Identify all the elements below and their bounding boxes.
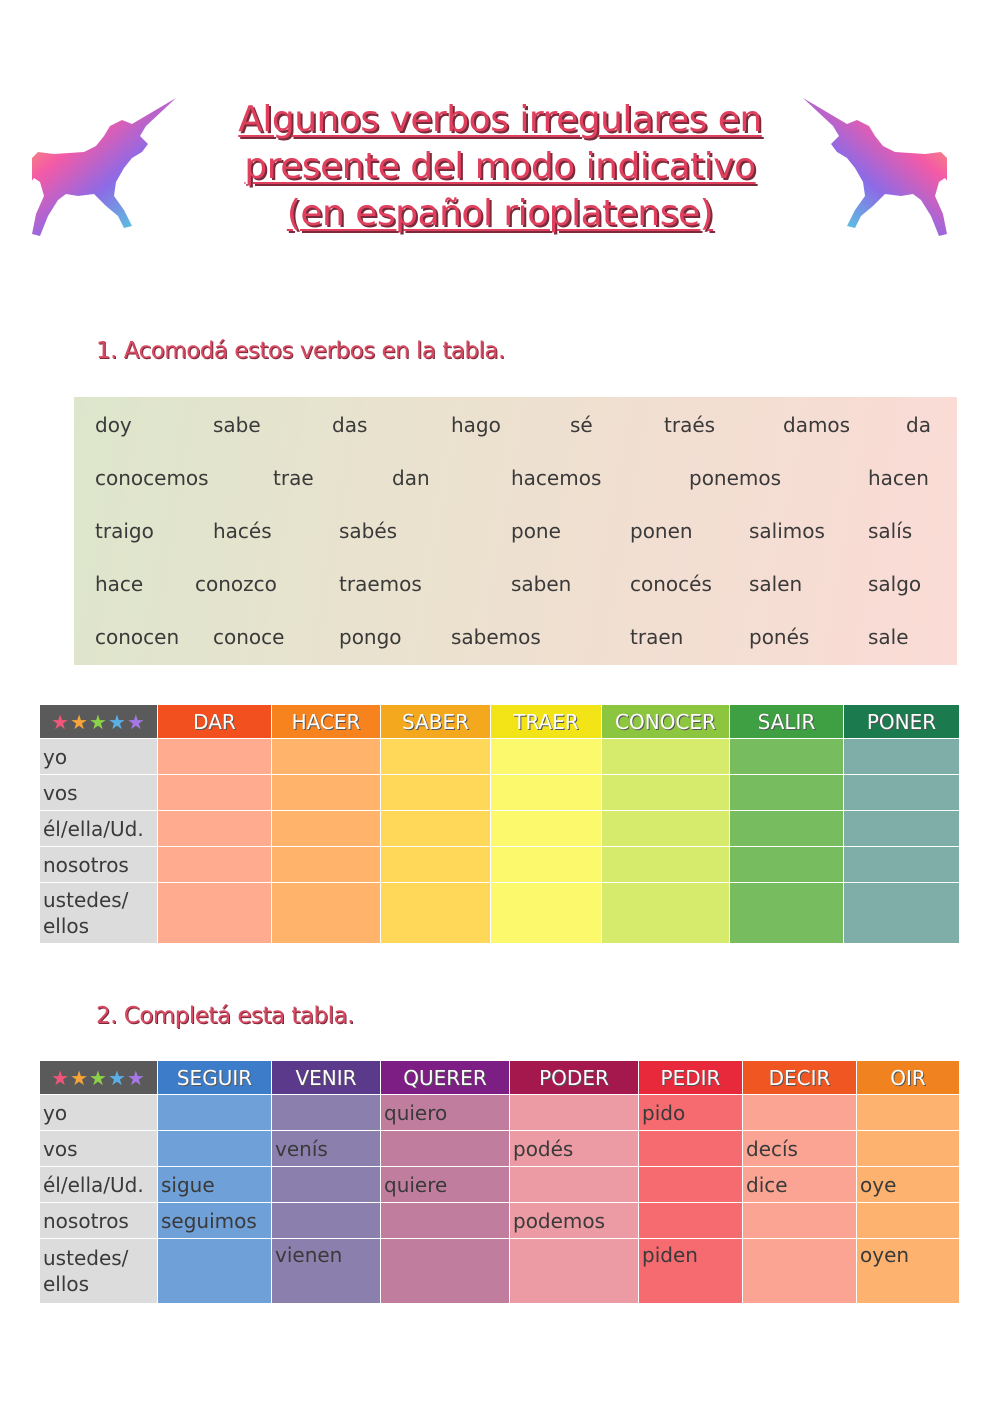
star-icon: ★ [107, 1065, 127, 1090]
word-bank-item[interactable]: sabemos [451, 625, 541, 649]
table-row [40, 811, 960, 847]
pronoun-cell: nosotros [40, 847, 158, 883]
answer-cell[interactable] [602, 739, 730, 775]
answer-cell[interactable] [381, 1203, 510, 1239]
word-bank-item[interactable]: traigo [95, 519, 154, 543]
word-bank-item[interactable]: salís [868, 519, 913, 543]
answer-cell[interactable] [730, 847, 844, 883]
column-header-salir: SALIR [730, 705, 844, 739]
answer-cell[interactable] [844, 811, 960, 847]
pronoun-cell: yo [40, 1095, 158, 1131]
word-bank-item[interactable]: hacemos [511, 466, 602, 490]
word-bank-item[interactable]: damos [783, 413, 851, 437]
answer-cell[interactable] [381, 883, 491, 944]
word-bank-item[interactable]: salimos [749, 519, 825, 543]
answer-cell[interactable] [158, 1095, 272, 1131]
column-header-decir: DECIR [743, 1061, 857, 1095]
answer-cell[interactable]: podés [510, 1131, 639, 1167]
star-icon: ★ [126, 1065, 146, 1090]
title-line-1: Algunos verbos irregulares en [238, 99, 762, 140]
answer-cell[interactable] [639, 1203, 743, 1239]
word-bank-item[interactable]: salen [749, 572, 803, 596]
word-bank-item[interactable]: doy [95, 413, 132, 437]
answer-cell[interactable]: oyen [857, 1239, 960, 1304]
column-header-pedir: PEDIR [639, 1061, 743, 1095]
answer-cell[interactable] [491, 775, 602, 811]
answer-cell[interactable] [158, 775, 272, 811]
star-icon: ★ [51, 709, 71, 734]
answer-cell[interactable]: piden [639, 1239, 743, 1304]
answer-cell[interactable] [602, 847, 730, 883]
column-header-querer: QUERER [381, 1061, 510, 1095]
answer-cell[interactable] [158, 1239, 272, 1304]
column-header-saber: SABER [381, 705, 491, 739]
answer-cell[interactable] [272, 739, 381, 775]
answer-cell[interactable] [730, 883, 844, 944]
answer-cell[interactable]: venís [272, 1131, 381, 1167]
column-header-venir: VENIR [272, 1061, 381, 1095]
answer-cell[interactable] [844, 883, 960, 944]
word-bank-item[interactable]: sabés [339, 519, 398, 543]
title-line-3: (en español rioplatense) [286, 193, 714, 234]
word-bank-item[interactable]: conocen [95, 625, 180, 649]
answer-cell[interactable] [381, 811, 491, 847]
answer-cell[interactable] [510, 1167, 639, 1203]
pronoun-cell: vos [40, 775, 158, 811]
table-row [40, 1167, 960, 1203]
star-icon: ★ [126, 709, 146, 734]
word-bank-item[interactable]: conocés [630, 572, 712, 596]
answer-cell[interactable]: vienen [272, 1239, 381, 1304]
pronoun-cell: él/ella/Ud. [40, 811, 158, 847]
answer-cell[interactable] [639, 1167, 743, 1203]
answer-cell[interactable] [272, 1095, 381, 1131]
answer-cell[interactable] [491, 811, 602, 847]
word-bank-item[interactable]: hace [95, 572, 144, 596]
word-bank-item[interactable]: traés [664, 413, 716, 437]
answer-cell[interactable] [381, 847, 491, 883]
answer-cell[interactable] [743, 1203, 857, 1239]
word-bank-item[interactable]: salgo [868, 572, 922, 596]
table-row [40, 739, 960, 775]
unicorn-icon [32, 96, 177, 241]
answer-cell[interactable] [730, 775, 844, 811]
answer-cell[interactable] [272, 775, 381, 811]
answer-cell[interactable]: pido [639, 1095, 743, 1131]
word-bank-item[interactable]: pone [511, 519, 561, 543]
answer-cell[interactable] [381, 1239, 510, 1304]
stars-header [40, 1061, 158, 1095]
answer-cell[interactable] [844, 775, 960, 811]
column-header-dar: DAR [158, 705, 272, 739]
answer-cell[interactable] [272, 1167, 381, 1203]
word-bank-item[interactable]: trae [273, 466, 314, 490]
answer-cell[interactable] [743, 1095, 857, 1131]
word-bank-item[interactable]: ponés [749, 625, 810, 649]
star-icon: ★ [51, 1065, 71, 1090]
answer-cell[interactable] [844, 739, 960, 775]
word-bank-item[interactable]: da [906, 413, 931, 437]
answer-cell[interactable] [381, 739, 491, 775]
table-row [40, 883, 960, 944]
answer-cell[interactable] [272, 883, 381, 944]
table-row [40, 1131, 960, 1167]
column-header-hacer: HACER [272, 705, 381, 739]
answer-cell[interactable] [272, 847, 381, 883]
star-icon: ★ [89, 709, 108, 734]
word-bank-item[interactable]: saben [511, 572, 572, 596]
answer-cell[interactable] [857, 1131, 960, 1167]
word-bank [74, 397, 957, 665]
word-bank-item[interactable]: pongo [339, 625, 402, 649]
pronoun-cell: vos [40, 1131, 158, 1167]
answer-cell[interactable] [158, 811, 272, 847]
answer-cell[interactable] [491, 883, 602, 944]
table-row [40, 775, 960, 811]
section-2-heading: 2. Completá esta tabla. [96, 1003, 354, 1029]
table-row [40, 1239, 960, 1304]
answer-cell[interactable] [510, 1239, 639, 1304]
answer-cell[interactable] [158, 883, 272, 944]
answer-cell[interactable] [491, 847, 602, 883]
star-icon: ★ [70, 709, 90, 734]
word-bank-item[interactable]: ponemos [689, 466, 782, 490]
word-bank-item[interactable]: sale [868, 625, 909, 649]
column-header-conocer: CONOCER [602, 705, 730, 739]
conjugation-table-2 [39, 1060, 960, 1304]
answer-cell[interactable]: sigue [158, 1167, 272, 1203]
word-bank-item[interactable]: ponen [630, 519, 693, 543]
answer-cell[interactable]: seguimos [158, 1203, 272, 1239]
answer-cell[interactable] [381, 775, 491, 811]
column-header-poner: PONER [844, 705, 960, 739]
answer-cell[interactable]: podemos [510, 1203, 639, 1239]
answer-cell[interactable] [857, 1203, 960, 1239]
answer-cell[interactable] [510, 1095, 639, 1131]
answer-cell[interactable] [857, 1095, 960, 1131]
pronoun-cell: yo [40, 739, 158, 775]
answer-cell[interactable]: oye [857, 1167, 960, 1203]
word-bank-item[interactable]: dan [392, 466, 430, 490]
word-bank-item[interactable]: conozco [195, 572, 277, 596]
column-header-traer: TRAER [491, 705, 602, 739]
column-header-oir: OIR [857, 1061, 960, 1095]
table-row [40, 847, 960, 883]
answer-cell[interactable] [602, 883, 730, 944]
answer-cell[interactable] [639, 1131, 743, 1167]
page-title [200, 96, 800, 237]
word-bank-item[interactable]: conocemos [95, 466, 209, 490]
title-line-2: presente del modo indicativo [244, 146, 756, 187]
answer-cell[interactable]: decís [743, 1131, 857, 1167]
pronoun-cell: nosotros [40, 1203, 158, 1239]
star-icon: ★ [107, 709, 127, 734]
section-1-heading: 1. Acomodá estos verbos en la tabla. [96, 338, 505, 364]
pronoun-cell: ustedes/ ellos [40, 1239, 158, 1304]
word-bank-item[interactable]: sé [570, 413, 593, 437]
star-icon: ★ [70, 1065, 90, 1090]
star-icon: ★ [89, 1065, 108, 1090]
answer-cell[interactable] [730, 811, 844, 847]
conjugation-table-1 [39, 704, 960, 944]
answer-cell[interactable] [272, 1203, 381, 1239]
column-header-seguir: SEGUIR [158, 1061, 272, 1095]
answer-cell[interactable] [381, 1131, 510, 1167]
answer-cell[interactable] [158, 847, 272, 883]
word-bank-item[interactable]: hacés [213, 519, 272, 543]
pronoun-cell: él/ella/Ud. [40, 1167, 158, 1203]
answer-cell[interactable]: dice [743, 1167, 857, 1203]
answer-cell[interactable]: quiere [381, 1167, 510, 1203]
word-bank-item[interactable]: conoce [213, 625, 285, 649]
table-row [40, 1203, 960, 1239]
word-bank-item[interactable]: traen [630, 625, 684, 649]
column-header-poder: PODER [510, 1061, 639, 1095]
word-bank-item[interactable]: traemos [339, 572, 422, 596]
answer-cell[interactable] [844, 847, 960, 883]
answer-cell[interactable]: quiero [381, 1095, 510, 1131]
answer-cell[interactable] [158, 1131, 272, 1167]
word-bank-item[interactable]: hago [451, 413, 501, 437]
answer-cell[interactable] [602, 811, 730, 847]
answer-cell[interactable] [743, 1239, 857, 1304]
answer-cell[interactable] [158, 739, 272, 775]
word-bank-item[interactable]: das [332, 413, 368, 437]
unicorn-icon [802, 96, 947, 241]
stars-header [40, 705, 158, 739]
answer-cell[interactable] [491, 739, 602, 775]
pronoun-cell: ustedes/ ellos [40, 883, 158, 944]
word-bank-item[interactable]: sabe [213, 413, 261, 437]
answer-cell[interactable] [602, 775, 730, 811]
table-row [40, 1095, 960, 1131]
word-bank-item[interactable]: hacen [868, 466, 929, 490]
answer-cell[interactable] [730, 739, 844, 775]
answer-cell[interactable] [272, 811, 381, 847]
